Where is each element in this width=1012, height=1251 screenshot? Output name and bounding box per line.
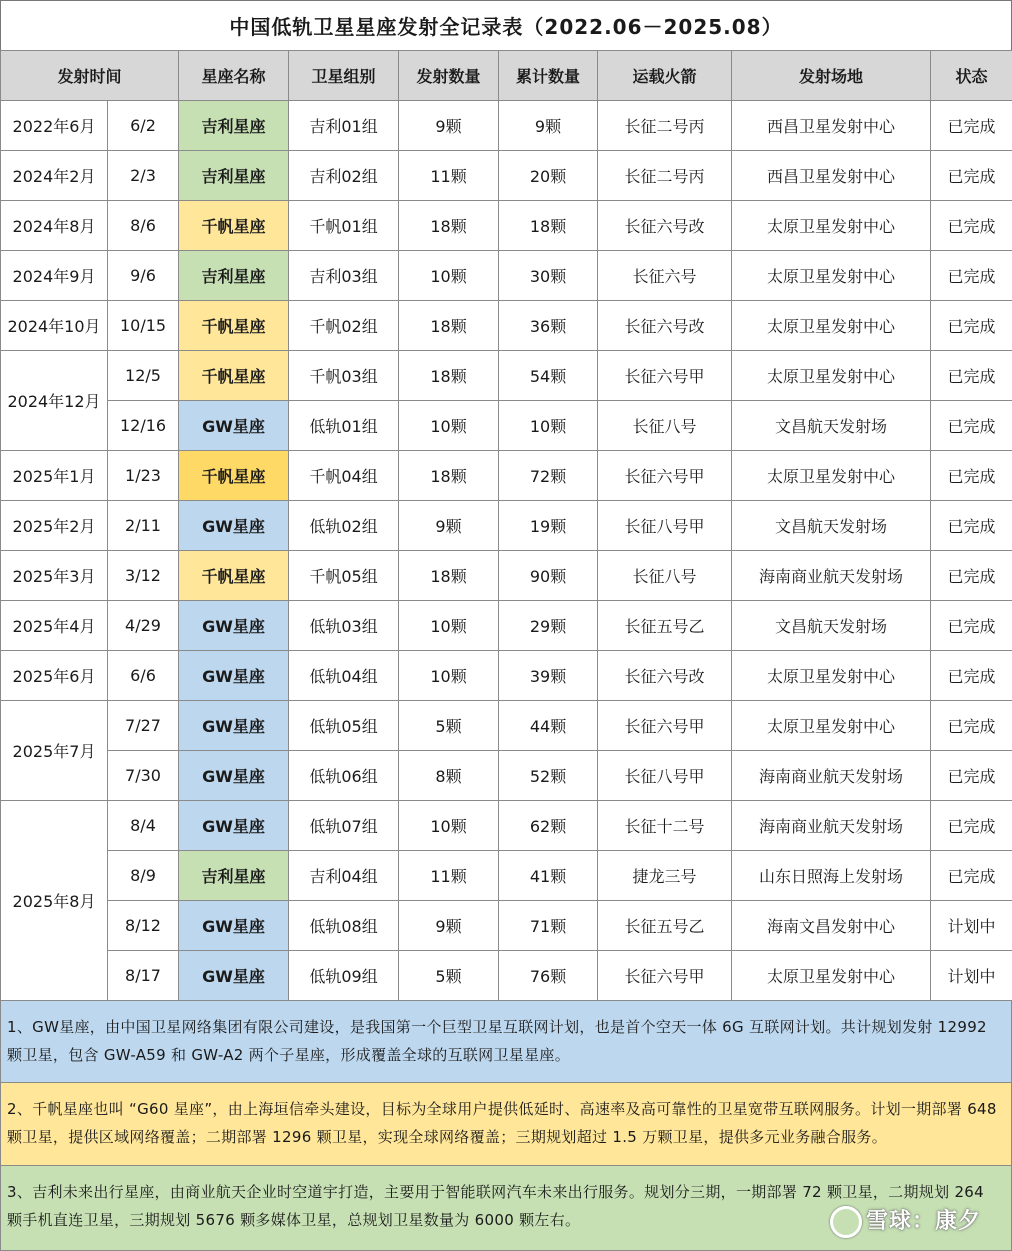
cell-date: 12/16 xyxy=(108,401,179,451)
cell-date: 4/29 xyxy=(108,601,179,651)
cell-status: 已完成 xyxy=(931,651,1012,701)
cell-status: 计划中 xyxy=(931,901,1012,951)
cell-date: 6/6 xyxy=(108,651,179,701)
cell-group: 低轨09组 xyxy=(289,951,399,1001)
cell-site: 太原卫星发射中心 xyxy=(732,701,931,751)
cell-group: 吉利03组 xyxy=(289,251,399,301)
cell-constellation: GW星座 xyxy=(179,401,289,451)
table-row xyxy=(1,201,1012,251)
cell-cumulative: 39颗 xyxy=(499,651,598,701)
cell-site: 太原卫星发射中心 xyxy=(732,201,931,251)
cell-count: 9颗 xyxy=(399,501,499,551)
cell-constellation: GW星座 xyxy=(179,751,289,801)
cell-rocket: 长征六号 xyxy=(598,251,732,301)
cell-date: 7/27 xyxy=(108,701,179,751)
cell-site: 海南商业航天发射场 xyxy=(732,551,931,601)
cell-site: 文昌航天发射场 xyxy=(732,401,931,451)
cell-status: 已完成 xyxy=(931,251,1012,301)
cell-rocket: 长征二号丙 xyxy=(598,101,732,151)
table-row xyxy=(1,251,1012,301)
cell-constellation: 千帆星座 xyxy=(179,551,289,601)
cell-site: 太原卫星发射中心 xyxy=(732,451,931,501)
cell-date: 2/11 xyxy=(108,501,179,551)
cell-status: 已完成 xyxy=(931,401,1012,451)
cell-date: 8/4 xyxy=(108,801,179,851)
cell-cumulative: 44颗 xyxy=(499,701,598,751)
cell-count: 5颗 xyxy=(399,951,499,1001)
note-jili xyxy=(0,1166,1012,1251)
cell-group: 千帆03组 xyxy=(289,351,399,401)
cell-cumulative: 54颗 xyxy=(499,351,598,401)
cell-month: 2025年1月 xyxy=(1,451,108,501)
cell-constellation: GW星座 xyxy=(179,701,289,751)
cell-cumulative: 71颗 xyxy=(499,901,598,951)
cell-cumulative: 29颗 xyxy=(499,601,598,651)
cell-status: 已完成 xyxy=(931,851,1012,901)
table-row xyxy=(1,751,1012,801)
header-cumulative: 累计数量 xyxy=(499,51,598,101)
cell-site: 太原卫星发射中心 xyxy=(732,351,931,401)
cell-constellation: 千帆星座 xyxy=(179,351,289,401)
cell-group: 低轨04组 xyxy=(289,651,399,701)
cell-status: 已完成 xyxy=(931,551,1012,601)
launch-table xyxy=(0,50,1012,1001)
table-row xyxy=(1,601,1012,651)
cell-count: 11颗 xyxy=(399,151,499,201)
cell-group: 千帆01组 xyxy=(289,201,399,251)
cell-cumulative: 62颗 xyxy=(499,801,598,851)
cell-date: 8/12 xyxy=(108,901,179,951)
cell-cumulative: 72颗 xyxy=(499,451,598,501)
cell-constellation: 吉利星座 xyxy=(179,251,289,301)
cell-group: 低轨08组 xyxy=(289,901,399,951)
cell-count: 18颗 xyxy=(399,301,499,351)
cell-status: 已完成 xyxy=(931,701,1012,751)
cell-count: 8颗 xyxy=(399,751,499,801)
cell-status: 已完成 xyxy=(931,201,1012,251)
cell-group: 吉利04组 xyxy=(289,851,399,901)
cell-rocket: 长征八号甲 xyxy=(598,751,732,801)
cell-constellation: GW星座 xyxy=(179,501,289,551)
cell-status: 已完成 xyxy=(931,301,1012,351)
cell-cumulative: 20颗 xyxy=(499,151,598,201)
cell-status: 已完成 xyxy=(931,501,1012,551)
cell-rocket: 长征六号甲 xyxy=(598,701,732,751)
cell-constellation: 吉利星座 xyxy=(179,101,289,151)
note-gw: 1、GW星座，由中国卫星网络集团有限公司建设，是我国第一个巨型卫星互联网计划，也是首个空天一体 6G 互联网计划。共计规划发射 12992 颗卫星，包含 GW-A59 和 GW-A2 两个子星座，形成覆盖全球的互联网卫星星座。 xyxy=(0,1001,1012,1083)
table-row xyxy=(1,101,1012,151)
cell-count: 10颗 xyxy=(399,801,499,851)
cell-cumulative: 10颗 xyxy=(499,401,598,451)
cell-rocket: 长征六号甲 xyxy=(598,351,732,401)
cell-site: 海南商业航天发射场 xyxy=(732,801,931,851)
header-rocket: 运载火箭 xyxy=(598,51,732,101)
cell-month: 2025年2月 xyxy=(1,501,108,551)
cell-status: 已完成 xyxy=(931,751,1012,801)
table-row xyxy=(1,501,1012,551)
cell-cumulative: 19颗 xyxy=(499,501,598,551)
cell-date: 2/3 xyxy=(108,151,179,201)
cell-status: 已完成 xyxy=(931,801,1012,851)
cell-cumulative: 9颗 xyxy=(499,101,598,151)
cell-status: 已完成 xyxy=(931,101,1012,151)
cell-group: 低轨02组 xyxy=(289,501,399,551)
table-row xyxy=(1,551,1012,601)
cell-constellation: 吉利星座 xyxy=(179,851,289,901)
cell-site: 太原卫星发射中心 xyxy=(732,951,931,1001)
cell-rocket: 长征六号甲 xyxy=(598,451,732,501)
cell-group: 低轨05组 xyxy=(289,701,399,751)
cell-site: 太原卫星发射中心 xyxy=(732,651,931,701)
table-title: 中国低轨卫星星座发射全记录表（2022.06－2025.08） xyxy=(0,0,1012,50)
cell-rocket: 长征八号 xyxy=(598,551,732,601)
cell-group: 吉利01组 xyxy=(289,101,399,151)
cell-count: 11颗 xyxy=(399,851,499,901)
cell-site: 太原卫星发射中心 xyxy=(732,301,931,351)
cell-group: 低轨06组 xyxy=(289,751,399,801)
cell-date: 10/15 xyxy=(108,301,179,351)
cell-group: 千帆05组 xyxy=(289,551,399,601)
table-row xyxy=(1,351,1012,401)
cell-rocket: 长征五号乙 xyxy=(598,901,732,951)
table-row xyxy=(1,401,1012,451)
header-site: 发射场地 xyxy=(732,51,931,101)
cell-rocket: 长征八号 xyxy=(598,401,732,451)
cell-site: 山东日照海上发射场 xyxy=(732,851,931,901)
cell-constellation: GW星座 xyxy=(179,801,289,851)
watermark-text: 雪球：康夕 xyxy=(866,1209,981,1234)
cell-month: 2024年12月 xyxy=(1,351,108,451)
cell-rocket: 长征六号甲 xyxy=(598,951,732,1001)
table-row xyxy=(1,851,1012,901)
cell-count: 18颗 xyxy=(399,451,499,501)
cell-month: 2025年7月 xyxy=(1,701,108,801)
table-row xyxy=(1,151,1012,201)
header-count: 发射数量 xyxy=(399,51,499,101)
cell-count: 18颗 xyxy=(399,351,499,401)
cell-month: 2025年3月 xyxy=(1,551,108,601)
cell-count: 9颗 xyxy=(399,901,499,951)
cell-date: 6/2 xyxy=(108,101,179,151)
cell-constellation: 千帆星座 xyxy=(179,451,289,501)
cell-month: 2025年4月 xyxy=(1,601,108,651)
cell-site: 海南商业航天发射场 xyxy=(732,751,931,801)
cell-site: 太原卫星发射中心 xyxy=(732,251,931,301)
cell-count: 10颗 xyxy=(399,401,499,451)
cell-cumulative: 76颗 xyxy=(499,951,598,1001)
header-constellation: 星座名称 xyxy=(179,51,289,101)
table-row xyxy=(1,701,1012,751)
cell-constellation: GW星座 xyxy=(179,901,289,951)
cell-month: 2025年6月 xyxy=(1,651,108,701)
cell-date: 12/5 xyxy=(108,351,179,401)
table-row xyxy=(1,951,1012,1001)
cell-date: 7/30 xyxy=(108,751,179,801)
header-status: 状态 xyxy=(931,51,1012,101)
cell-rocket: 长征五号乙 xyxy=(598,601,732,651)
cell-cumulative: 52颗 xyxy=(499,751,598,801)
cell-count: 18颗 xyxy=(399,551,499,601)
cell-group: 低轨07组 xyxy=(289,801,399,851)
watermark xyxy=(830,1206,981,1238)
table-body xyxy=(1,101,1012,1001)
note-jili-text: 3、吉利未来出行星座，由商业航天企业时空道宇打造，主要用于智能联网汽车未来出行服务。规划分三期，一期部署 72 颗卫星，二期规划 264 颗手机直连卫星，三期规划 5676 颗多媒体卫星，总规划卫星数量为 6000 颗左右。 xyxy=(7,1183,984,1229)
table-row xyxy=(1,901,1012,951)
cell-status: 已完成 xyxy=(931,601,1012,651)
cell-rocket: 长征十二号 xyxy=(598,801,732,851)
cell-count: 18颗 xyxy=(399,201,499,251)
cell-count: 10颗 xyxy=(399,601,499,651)
cell-constellation: GW星座 xyxy=(179,951,289,1001)
cell-cumulative: 41颗 xyxy=(499,851,598,901)
cell-constellation: 千帆星座 xyxy=(179,201,289,251)
table-row xyxy=(1,301,1012,351)
cell-rocket: 长征六号改 xyxy=(598,651,732,701)
cell-rocket: 长征六号改 xyxy=(598,301,732,351)
cell-count: 10颗 xyxy=(399,651,499,701)
cell-status: 已完成 xyxy=(931,351,1012,401)
cell-rocket: 捷龙三号 xyxy=(598,851,732,901)
cell-group: 千帆04组 xyxy=(289,451,399,501)
header-group: 卫星组别 xyxy=(289,51,399,101)
cell-date: 8/17 xyxy=(108,951,179,1001)
cell-status: 已完成 xyxy=(931,451,1012,501)
cell-count: 9颗 xyxy=(399,101,499,151)
cell-group: 千帆02组 xyxy=(289,301,399,351)
table-row xyxy=(1,451,1012,501)
cell-site: 文昌航天发射场 xyxy=(732,501,931,551)
cell-rocket: 长征二号丙 xyxy=(598,151,732,201)
cell-date: 3/12 xyxy=(108,551,179,601)
cell-month: 2024年10月 xyxy=(1,301,108,351)
cell-date: 9/6 xyxy=(108,251,179,301)
cell-constellation: GW星座 xyxy=(179,601,289,651)
cell-site: 海南文昌发射中心 xyxy=(732,901,931,951)
header-row xyxy=(1,51,1012,101)
cell-site: 文昌航天发射场 xyxy=(732,601,931,651)
cell-constellation: 吉利星座 xyxy=(179,151,289,201)
cell-status: 计划中 xyxy=(931,951,1012,1001)
cell-group: 低轨01组 xyxy=(289,401,399,451)
cell-cumulative: 90颗 xyxy=(499,551,598,601)
note-qianfan: 2、千帆星座也叫 “G60 星座”，由上海垣信牵头建设，目标为全球用户提供低延时、高速率及高可靠性的卫星宽带互联网服务。计划一期部署 648 颗卫星，提供区域网络覆盖；二期部署 1296 颗卫星，实现全球网络覆盖；三期规划超过 1.5 万颗卫星，提供多元业务融合服务。 xyxy=(0,1083,1012,1166)
cell-count: 10颗 xyxy=(399,251,499,301)
cell-site: 西昌卫星发射中心 xyxy=(732,151,931,201)
table-row xyxy=(1,651,1012,701)
cell-group: 吉利02组 xyxy=(289,151,399,201)
cell-month: 2022年6月 xyxy=(1,101,108,151)
cell-cumulative: 30颗 xyxy=(499,251,598,301)
cell-date: 8/6 xyxy=(108,201,179,251)
table-row xyxy=(1,801,1012,851)
cell-date: 1/23 xyxy=(108,451,179,501)
cell-month: 2024年8月 xyxy=(1,201,108,251)
cell-rocket: 长征六号改 xyxy=(598,201,732,251)
cell-constellation: 千帆星座 xyxy=(179,301,289,351)
cell-month: 2024年9月 xyxy=(1,251,108,301)
cell-cumulative: 36颗 xyxy=(499,301,598,351)
cell-count: 5颗 xyxy=(399,701,499,751)
cell-group: 低轨03组 xyxy=(289,601,399,651)
cell-constellation: GW星座 xyxy=(179,651,289,701)
cell-month: 2024年2月 xyxy=(1,151,108,201)
cell-rocket: 长征八号甲 xyxy=(598,501,732,551)
cell-status: 已完成 xyxy=(931,151,1012,201)
cell-cumulative: 18颗 xyxy=(499,201,598,251)
header-time: 发射时间 xyxy=(1,51,179,101)
cell-site: 西昌卫星发射中心 xyxy=(732,101,931,151)
snowball-logo-icon xyxy=(830,1206,862,1238)
cell-month: 2025年8月 xyxy=(1,801,108,1001)
cell-date: 8/9 xyxy=(108,851,179,901)
